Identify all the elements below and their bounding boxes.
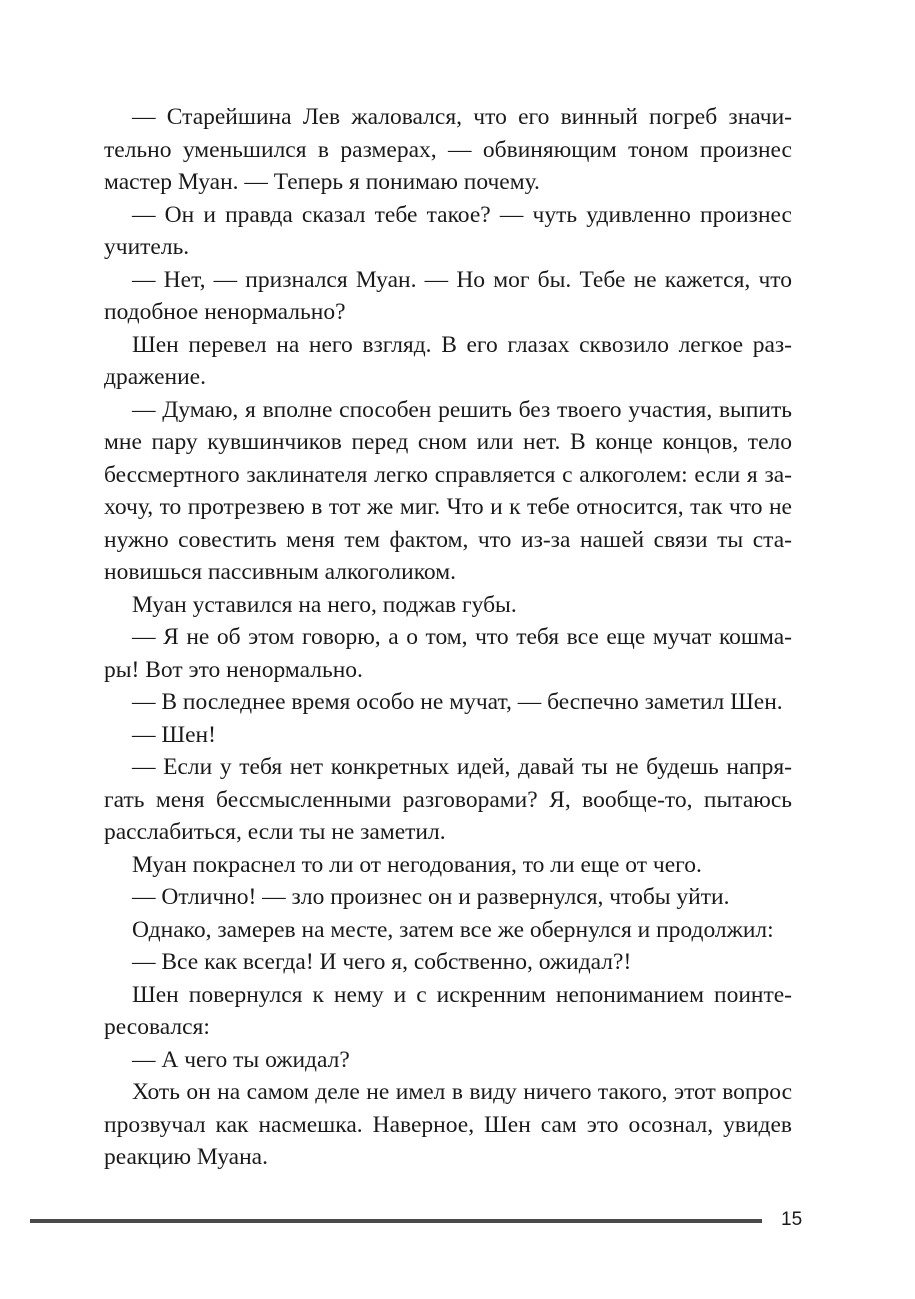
paragraph-11: Муан покраснел то ли от негодования, то ли еще от чего. bbox=[132, 851, 702, 878]
paragraph-15: Шен повернулся к нему и с искренним непониманием поинтересовался: bbox=[104, 981, 792, 1040]
paragraph-12: — Отлично! — зло произнес он и развернулся, чтобы уйти. bbox=[132, 884, 730, 910]
page-number: 15 bbox=[781, 1209, 803, 1230]
paragraph-16: — А чего ты ожидал? bbox=[132, 1046, 350, 1073]
paragraph-17: Хоть он на самом деле не имел в виду ничего такого, этот вопрос прозвучал как насмешка. Наверное, Шен сам это осознал, увидев реакцию Муана. bbox=[104, 1079, 792, 1170]
paragraph-8: — В последнее время особо не мучат, — беспечно заметил Шен. bbox=[132, 689, 783, 715]
paragraph-7: — Я не об этом говорю, а о том, что тебя все еще мучат кошмары! Вот это ненормально. bbox=[104, 624, 792, 683]
paragraph-10: — Если у тебя нет конкретных идей, давай ты не будешь напрягать меня бессмысленными разговорами? Я, вообще-то, пытаюсь расслабиться, если ты не заметил. bbox=[104, 754, 792, 845]
paragraph-5: — Думаю, я вполне способен решить без твоего участия, выпить мне пару кувшинчиков перед сном или нет. В конце концов, тело бессмертного заклинателя легко справляется с алкоголем: если я захочу, то протрезвею в тот же миг. Что и к тебе относится, так что не нужно совестить меня тем фактом, что из-за нашей связи ты становишься пассивным алкоголиком. bbox=[104, 396, 792, 585]
paragraph-14: — Все как всегда! И чего я, собственно, ожидал?! bbox=[132, 949, 632, 975]
paragraph-3: — Нет, — признался Муан. — Но мог бы. Тебе не кажется, что подобное ненормально? bbox=[104, 266, 792, 325]
paragraph-2: — Он и правда сказал тебе такое? — чуть удивленно произнес учитель. bbox=[104, 201, 792, 260]
paragraph-6: Муан уставился на него, поджав губы. bbox=[132, 591, 517, 618]
body-text bbox=[104, 101, 792, 1174]
paragraph-4: Шен перевел на него взгляд. В его глазах сквозило легкое раздражение. bbox=[104, 331, 792, 390]
footer-rule bbox=[30, 1219, 762, 1223]
paragraph-1: — Старейшина Лев жаловался, что его винный погреб значительно уменьшился в размерах, — обвиняющим тоном произнес мастер Муан. — Теперь я понимаю почему. bbox=[104, 104, 792, 195]
paragraph-9: — Шен! bbox=[132, 721, 216, 748]
paragraph-13: Однако, замерев на месте, затем все же обернулся и продолжил: bbox=[132, 916, 774, 943]
